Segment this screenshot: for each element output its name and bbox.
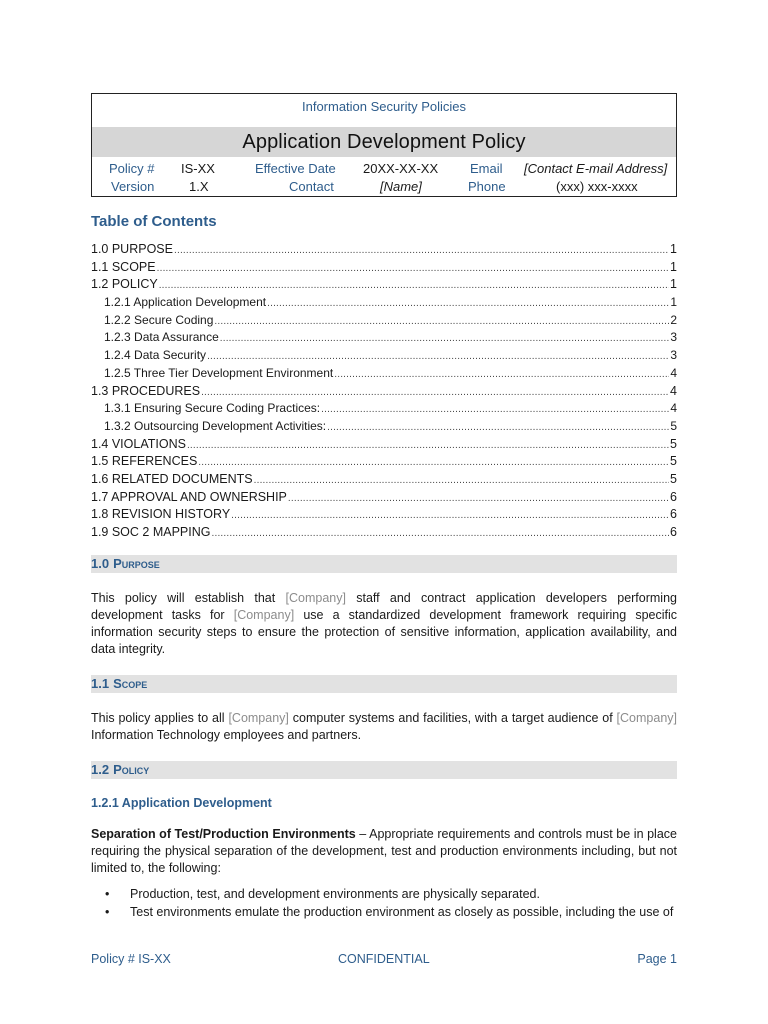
section-number: 1.1 [91,676,110,691]
toc-dot-leader [207,351,669,362]
toc-entry[interactable] [91,242,677,260]
toc-entry-title: 1.4 VIOLATIONS [91,436,186,451]
toc-entry-page: 5 [670,454,677,469]
separation-term: Separation of Test/Production Environments [91,827,356,841]
purpose-text: staff and contract application developers performing development tasks for [91,591,677,622]
toc-entry[interactable] [91,525,677,543]
header-row-1 [92,161,676,179]
bullet-icon: • [105,904,110,919]
section-title: Scope [113,676,148,691]
toc-dot-leader [220,333,670,344]
footer-policy-number: Policy # IS-XX [91,952,171,966]
toc-entry[interactable] [91,348,677,366]
toc-entry[interactable] [91,507,677,525]
toc-entry[interactable] [91,330,677,348]
separation-paragraph [91,826,677,877]
toc-entry-title: 1.3.1 Ensuring Secure Coding Practices: [104,401,321,416]
list-item-text: Test environments emulate the production environment as closely as possible, including the use of [130,904,674,919]
toc-dot-leader [267,298,669,309]
toc-entry-title: 1.2.5 Three Tier Development Environment [104,365,334,380]
scope-text: computer systems and facilities, with a target audience of [288,711,617,725]
policy-number-value: IS-XX [181,161,215,176]
toc-entry[interactable] [91,260,677,278]
toc-entry-title: 1.2.1 Application Development [104,295,267,310]
list-item [91,904,677,922]
toc-entry-page: 4 [670,365,677,380]
email-value: [Contact E-mail Address] [524,161,668,176]
toc-entry-page: 1 [670,242,677,256]
toc-dot-leader [231,510,669,521]
bullet-list [91,886,677,921]
footer-page-number: Page 1 [637,952,677,966]
company-placeholder: [Company] [285,591,346,605]
contact-label: Contact [289,179,334,194]
toc-entry-title: 1.2.4 Data Security [104,348,207,363]
toc-entry-page: 5 [670,436,677,451]
title-bar [92,127,676,157]
toc-entry-page: 5 [670,418,677,433]
toc-dot-leader [174,245,669,256]
policy-series-title: Information Security Policies [301,99,466,114]
toc-entry-page: 3 [670,348,677,363]
toc-entry[interactable] [91,472,677,490]
email-label: Email [470,161,503,176]
toc-dot-leader [159,280,669,291]
subsection-heading: 1.2.1 Application Development [91,796,272,810]
toc-entry-title: 1.9 SOC 2 MAPPING [91,525,211,539]
toc-entry-page: 6 [670,507,677,522]
toc-dot-leader [254,475,669,486]
header-row-2 [92,179,676,197]
page-footer [91,952,677,970]
toc-dot-leader [327,422,669,433]
toc-entry-title: 1.7 APPROVAL AND OWNERSHIP [91,489,287,504]
phone-value: (xxx) xxx-xxxx [556,179,638,194]
toc-dot-leader [201,387,669,398]
version-value: 1.X [189,179,209,194]
policy-number-label: Policy # [109,161,155,176]
toc-entry-title: 1.3 PROCEDURES [91,383,201,398]
contact-value: [Name] [380,179,422,194]
scope-text: Information Technology employees and partners. [91,728,362,742]
toc-entry[interactable] [91,295,677,313]
toc-dot-leader [198,457,669,468]
bullet-icon: • [105,887,110,901]
toc-entry[interactable] [91,313,677,331]
company-placeholder: [Company] [233,608,295,622]
toc-entry-page: 5 [670,471,677,486]
table-of-contents [91,242,677,543]
version-label: Version [111,179,155,194]
toc-entry-title: 1.2.2 Secure Coding [104,312,214,327]
document-title: Application Development Policy [242,131,526,153]
toc-dot-leader [321,404,669,415]
toc-entry-page: 1 [670,295,677,310]
toc-entry[interactable] [91,277,677,295]
section-header-scope [91,675,677,693]
toc-dot-leader [288,493,669,504]
toc-dot-leader [214,316,669,327]
toc-entry-title: 1.3.2 Outsourcing Development Activities: [104,418,327,433]
toc-entry-title: 1.2.3 Data Assurance [104,330,219,345]
effective-date-label: Effective Date [255,161,336,176]
toc-entry-title: 1.0 PURPOSE [91,242,173,256]
toc-entry-page: 1 [670,259,677,274]
toc-entry-page: 6 [670,525,677,539]
section-header-policy [91,761,677,779]
toc-entry-page: 6 [670,489,677,504]
purpose-text: use a standardized development framework requiring specific information security steps to ensure the protection of sensitive information, application availability, and data integrity. [91,608,678,656]
separation-text: – Appropriate requirements and controls must be in place requiring the physical separation of the development, test and production environments including, but not limited to, the following: [91,827,677,875]
toc-entry[interactable] [91,454,677,472]
policy-header-table [91,93,677,197]
company-placeholder: [Company] [616,711,677,725]
effective-date-value: 20XX-XX-XX [363,161,439,176]
section-number: 1.0 [91,556,110,571]
list-item-text: Production, test, and development environments are physically separated. [130,887,540,901]
toc-entry[interactable] [91,419,677,437]
toc-dot-leader [334,369,669,380]
phone-label: Phone [468,179,506,194]
toc-entry-page: 4 [670,401,677,416]
toc-dot-leader [211,528,669,539]
toc-entry-page: 2 [670,312,677,327]
toc-dot-leader [187,440,669,451]
toc-entry-page: 1 [670,277,677,292]
toc-dot-leader [157,263,669,274]
toc-entry[interactable] [91,490,677,508]
toc-entry[interactable] [91,401,677,419]
toc-entry-title: 1.6 RELATED DOCUMENTS [91,471,253,486]
section-title: Policy [113,762,150,777]
section-title: Purpose [113,556,160,571]
footer-confidential: CONFIDENTIAL [338,952,430,966]
list-item [91,886,677,904]
toc-title: Table of Contents [91,213,217,230]
purpose-paragraph [91,590,677,658]
section-header-purpose [91,555,677,573]
scope-paragraph [91,710,677,744]
section-number: 1.2 [91,762,110,777]
toc-entry[interactable] [91,384,677,402]
toc-entry[interactable] [91,437,677,455]
toc-entry-title: 1.2 POLICY [91,277,158,292]
toc-entry[interactable] [91,366,677,384]
toc-entry-page: 4 [670,383,677,398]
toc-entry-title: 1.5 REFERENCES [91,454,198,469]
company-placeholder: [Company] [228,711,289,725]
toc-entry-title: 1.8 REVISION HISTORY [91,507,231,522]
toc-entry-page: 3 [670,330,677,345]
purpose-text: This policy will establish that [91,591,286,605]
toc-entry-title: 1.1 SCOPE [91,259,156,274]
scope-text: This policy applies to all [91,711,229,725]
